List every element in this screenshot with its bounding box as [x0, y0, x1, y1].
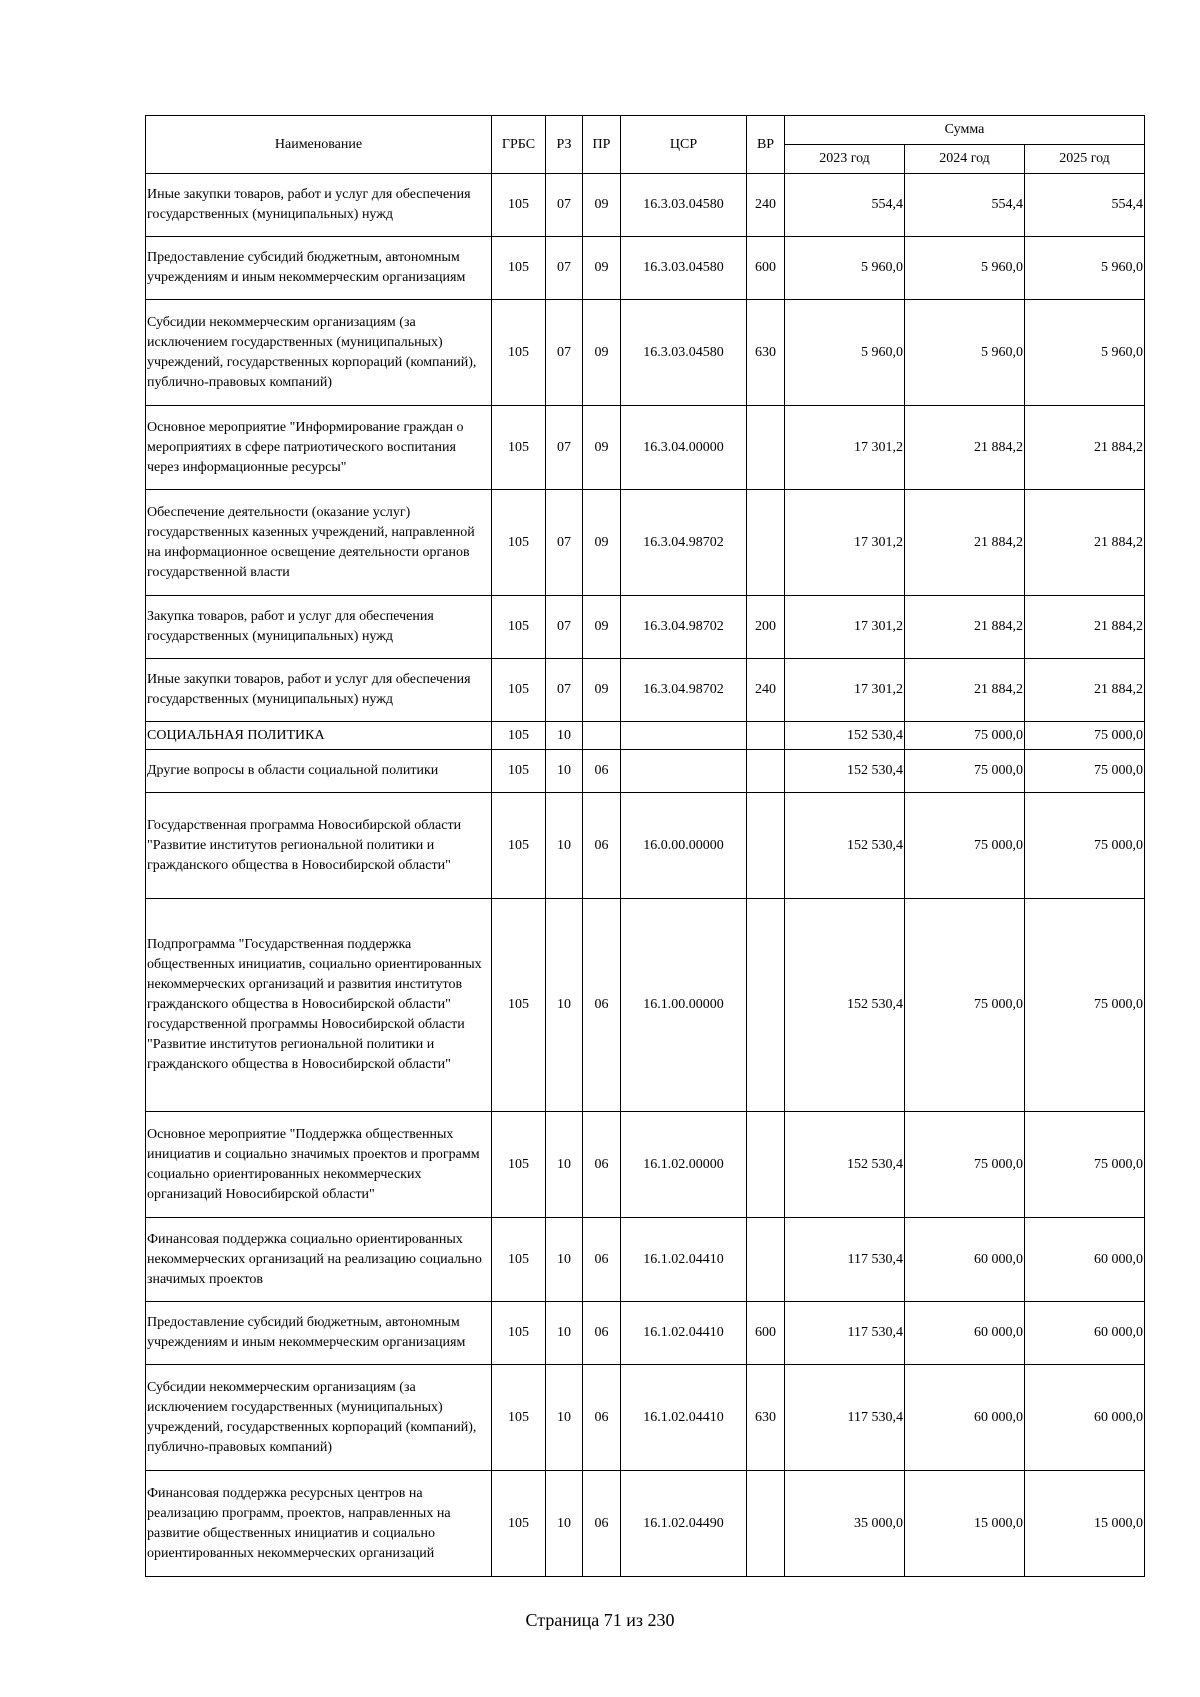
row-pr: 06: [583, 899, 621, 1112]
row-sum-2024: 21 884,2: [905, 596, 1025, 659]
row-name: Подпрограмма "Государственная поддержка общественных инициатив, социально ориентированных некоммерческих организаций и развития институтов гражданского общества в Новосибирской области" государственной программы Новосибирской области "Развитие институтов региональной политики и гражданского общества в Новосибирской области": [146, 899, 492, 1112]
row-pr: 09: [583, 596, 621, 659]
row-vr: [747, 490, 785, 596]
table-row: [146, 750, 1145, 793]
row-csr: 16.1.02.04410: [621, 1218, 747, 1302]
row-sum-2025: 554,4: [1025, 174, 1145, 237]
row-vr: [747, 1471, 785, 1577]
row-sum-2023: 5 960,0: [785, 300, 905, 406]
row-vr: [747, 899, 785, 1112]
row-sum-2023: 17 301,2: [785, 659, 905, 722]
row-name: Государственная программа Новосибирской области "Развитие институтов региональной политики и гражданского общества в Новосибирской области": [146, 793, 492, 899]
header-pr: ПР: [583, 116, 621, 174]
row-csr: 16.1.02.00000: [621, 1112, 747, 1218]
row-sum-2024: 75 000,0: [905, 1112, 1025, 1218]
table-row: [146, 793, 1145, 899]
row-vr: [747, 406, 785, 490]
row-sum-2024: 5 960,0: [905, 237, 1025, 300]
row-csr: 16.3.04.98702: [621, 490, 747, 596]
row-sum-2023: 152 530,4: [785, 722, 905, 750]
row-sum-2025: 75 000,0: [1025, 722, 1145, 750]
row-name: Основное мероприятие "Поддержка общественных инициатив и социально значимых проектов и программ социально ориентированных некоммерческих организаций Новосибирской области": [146, 1112, 492, 1218]
row-grbs: 105: [492, 1218, 546, 1302]
row-csr: [621, 722, 747, 750]
row-name: Субсидии некоммерческим организациям (за исключением государственных (муниципальных) учреждений, государственных корпораций (компаний), публично-правовых компаний): [146, 300, 492, 406]
row-sum-2025: 75 000,0: [1025, 793, 1145, 899]
row-vr: 240: [747, 659, 785, 722]
header-year-2025: 2025 год: [1025, 145, 1145, 174]
table-row: [146, 899, 1145, 1112]
row-sum-2024: 75 000,0: [905, 899, 1025, 1112]
table-row: [146, 1365, 1145, 1471]
row-rz: 10: [546, 722, 583, 750]
row-grbs: 105: [492, 750, 546, 793]
row-name: Иные закупки товаров, работ и услуг для обеспечения государственных (муниципальных) нужд: [146, 659, 492, 722]
row-grbs: 105: [492, 406, 546, 490]
row-name: Предоставление субсидий бюджетным, автономным учреждениям и иным некоммерческим организациям: [146, 1302, 492, 1365]
table-body: [146, 174, 1145, 1577]
row-sum-2025: 15 000,0: [1025, 1471, 1145, 1577]
row-csr: 16.1.02.04410: [621, 1302, 747, 1365]
row-grbs: 105: [492, 1302, 546, 1365]
row-sum-2025: 60 000,0: [1025, 1365, 1145, 1471]
row-grbs: 105: [492, 1112, 546, 1218]
row-grbs: 105: [492, 899, 546, 1112]
row-vr: 600: [747, 237, 785, 300]
row-grbs: 105: [492, 237, 546, 300]
row-sum-2025: 60 000,0: [1025, 1302, 1145, 1365]
row-grbs: 105: [492, 793, 546, 899]
row-sum-2023: 152 530,4: [785, 793, 905, 899]
row-pr: 06: [583, 1112, 621, 1218]
row-sum-2024: 75 000,0: [905, 722, 1025, 750]
row-name: Иные закупки товаров, работ и услуг для обеспечения государственных (муниципальных) нужд: [146, 174, 492, 237]
header-year-2024: 2024 год: [905, 145, 1025, 174]
row-sum-2023: 35 000,0: [785, 1471, 905, 1577]
row-sum-2025: 21 884,2: [1025, 406, 1145, 490]
row-csr: 16.1.00.00000: [621, 899, 747, 1112]
row-sum-2024: 60 000,0: [905, 1302, 1025, 1365]
row-name: СОЦИАЛЬНАЯ ПОЛИТИКА: [146, 722, 492, 750]
row-rz: 07: [546, 406, 583, 490]
row-sum-2024: 554,4: [905, 174, 1025, 237]
row-sum-2024: 15 000,0: [905, 1471, 1025, 1577]
row-pr: 06: [583, 1471, 621, 1577]
header-sum: Сумма: [785, 116, 1145, 145]
row-sum-2025: 60 000,0: [1025, 1218, 1145, 1302]
row-grbs: 105: [492, 596, 546, 659]
table-row: [146, 300, 1145, 406]
header-grbs: ГРБС: [492, 116, 546, 174]
header-year-2023: 2023 год: [785, 145, 905, 174]
row-grbs: 105: [492, 490, 546, 596]
row-sum-2023: 152 530,4: [785, 1112, 905, 1218]
row-vr: [747, 722, 785, 750]
row-sum-2023: 17 301,2: [785, 596, 905, 659]
row-rz: 10: [546, 1471, 583, 1577]
row-rz: 07: [546, 490, 583, 596]
table-row: [146, 490, 1145, 596]
row-name: Основное мероприятие "Информирование граждан о мероприятиях в сфере патриотического воспитания через информационные ресурсы": [146, 406, 492, 490]
header-csr: ЦСР: [621, 116, 747, 174]
row-rz: 07: [546, 596, 583, 659]
table-row: [146, 722, 1145, 750]
row-sum-2023: 117 530,4: [785, 1218, 905, 1302]
row-vr: 630: [747, 1365, 785, 1471]
row-pr: 06: [583, 1302, 621, 1365]
row-csr: 16.3.03.04580: [621, 237, 747, 300]
row-sum-2023: 17 301,2: [785, 406, 905, 490]
row-grbs: 105: [492, 174, 546, 237]
row-pr: 09: [583, 174, 621, 237]
row-sum-2025: 21 884,2: [1025, 490, 1145, 596]
row-sum-2023: 152 530,4: [785, 899, 905, 1112]
row-rz: 07: [546, 300, 583, 406]
row-name: Финансовая поддержка ресурсных центров на реализацию программ, проектов, направленных на развитие общественных инициатив и социально ориентированных некоммерческих организаций: [146, 1471, 492, 1577]
row-csr: 16.3.04.98702: [621, 596, 747, 659]
row-name: Обеспечение деятельности (оказание услуг) государственных казенных учреждений, направленной на информационное освещение деятельности органов государственной власти: [146, 490, 492, 596]
table-row: [146, 237, 1145, 300]
row-csr: [621, 750, 747, 793]
table-row: [146, 596, 1145, 659]
row-name: Предоставление субсидий бюджетным, автономным учреждениям и иным некоммерческим организациям: [146, 237, 492, 300]
row-sum-2024: 60 000,0: [905, 1218, 1025, 1302]
row-rz: 07: [546, 174, 583, 237]
row-sum-2025: 21 884,2: [1025, 659, 1145, 722]
row-vr: 600: [747, 1302, 785, 1365]
row-pr: [583, 722, 621, 750]
row-name: Финансовая поддержка социально ориентированных некоммерческих организаций на реализацию социально значимых проектов: [146, 1218, 492, 1302]
row-rz: 10: [546, 1302, 583, 1365]
row-pr: 06: [583, 1218, 621, 1302]
row-vr: [747, 1218, 785, 1302]
row-rz: 10: [546, 1218, 583, 1302]
row-sum-2023: 117 530,4: [785, 1365, 905, 1471]
row-rz: 07: [546, 237, 583, 300]
row-pr: 06: [583, 750, 621, 793]
row-name: Субсидии некоммерческим организациям (за исключением государственных (муниципальных) учреждений, государственных корпораций (компаний), публично-правовых компаний): [146, 1365, 492, 1471]
row-rz: 10: [546, 750, 583, 793]
row-sum-2023: 117 530,4: [785, 1302, 905, 1365]
row-grbs: 105: [492, 659, 546, 722]
row-sum-2025: 75 000,0: [1025, 1112, 1145, 1218]
row-sum-2025: 75 000,0: [1025, 750, 1145, 793]
row-sum-2025: 5 960,0: [1025, 300, 1145, 406]
header-rz: РЗ: [546, 116, 583, 174]
row-pr: 06: [583, 1365, 621, 1471]
row-csr: 16.3.03.04580: [621, 174, 747, 237]
row-name: Закупка товаров, работ и услуг для обеспечения государственных (муниципальных) нужд: [146, 596, 492, 659]
row-sum-2024: 21 884,2: [905, 490, 1025, 596]
row-vr: 200: [747, 596, 785, 659]
row-rz: 10: [546, 793, 583, 899]
table-row: [146, 406, 1145, 490]
row-csr: 16.3.04.00000: [621, 406, 747, 490]
row-csr: 16.1.02.04410: [621, 1365, 747, 1471]
row-vr: 240: [747, 174, 785, 237]
row-sum-2024: 60 000,0: [905, 1365, 1025, 1471]
row-rz: 07: [546, 659, 583, 722]
row-name: Другие вопросы в области социальной политики: [146, 750, 492, 793]
row-sum-2025: 5 960,0: [1025, 237, 1145, 300]
row-sum-2024: 21 884,2: [905, 659, 1025, 722]
row-sum-2025: 21 884,2: [1025, 596, 1145, 659]
table-row: [146, 1112, 1145, 1218]
row-pr: 06: [583, 793, 621, 899]
row-grbs: 105: [492, 722, 546, 750]
row-pr: 09: [583, 300, 621, 406]
header-vr: ВР: [747, 116, 785, 174]
row-sum-2024: 21 884,2: [905, 406, 1025, 490]
budget-table: [145, 115, 1145, 1577]
row-sum-2023: 554,4: [785, 174, 905, 237]
row-pr: 09: [583, 490, 621, 596]
row-pr: 09: [583, 237, 621, 300]
table-row: [146, 1471, 1145, 1577]
table-row: [146, 1302, 1145, 1365]
row-rz: 10: [546, 1112, 583, 1218]
row-sum-2023: 5 960,0: [785, 237, 905, 300]
row-sum-2025: 75 000,0: [1025, 899, 1145, 1112]
row-csr: 16.0.00.00000: [621, 793, 747, 899]
row-sum-2024: 75 000,0: [905, 750, 1025, 793]
row-sum-2023: 17 301,2: [785, 490, 905, 596]
row-sum-2024: 5 960,0: [905, 300, 1025, 406]
row-vr: [747, 1112, 785, 1218]
row-vr: 630: [747, 300, 785, 406]
row-pr: 09: [583, 659, 621, 722]
row-vr: [747, 793, 785, 899]
row-grbs: 105: [492, 1471, 546, 1577]
row-csr: 16.1.02.04490: [621, 1471, 747, 1577]
row-rz: 10: [546, 1365, 583, 1471]
table-row: [146, 1218, 1145, 1302]
row-sum-2023: 152 530,4: [785, 750, 905, 793]
row-grbs: 105: [492, 300, 546, 406]
row-csr: 16.3.04.98702: [621, 659, 747, 722]
header-name: Наименование: [146, 116, 492, 174]
page-number: Страница 71 из 230: [525, 1610, 675, 1630]
row-vr: [747, 750, 785, 793]
row-grbs: 105: [492, 1365, 546, 1471]
row-pr: 09: [583, 406, 621, 490]
table-row: [146, 659, 1145, 722]
row-csr: 16.3.03.04580: [621, 300, 747, 406]
table-row: [146, 174, 1145, 237]
row-rz: 10: [546, 899, 583, 1112]
row-sum-2024: 75 000,0: [905, 793, 1025, 899]
